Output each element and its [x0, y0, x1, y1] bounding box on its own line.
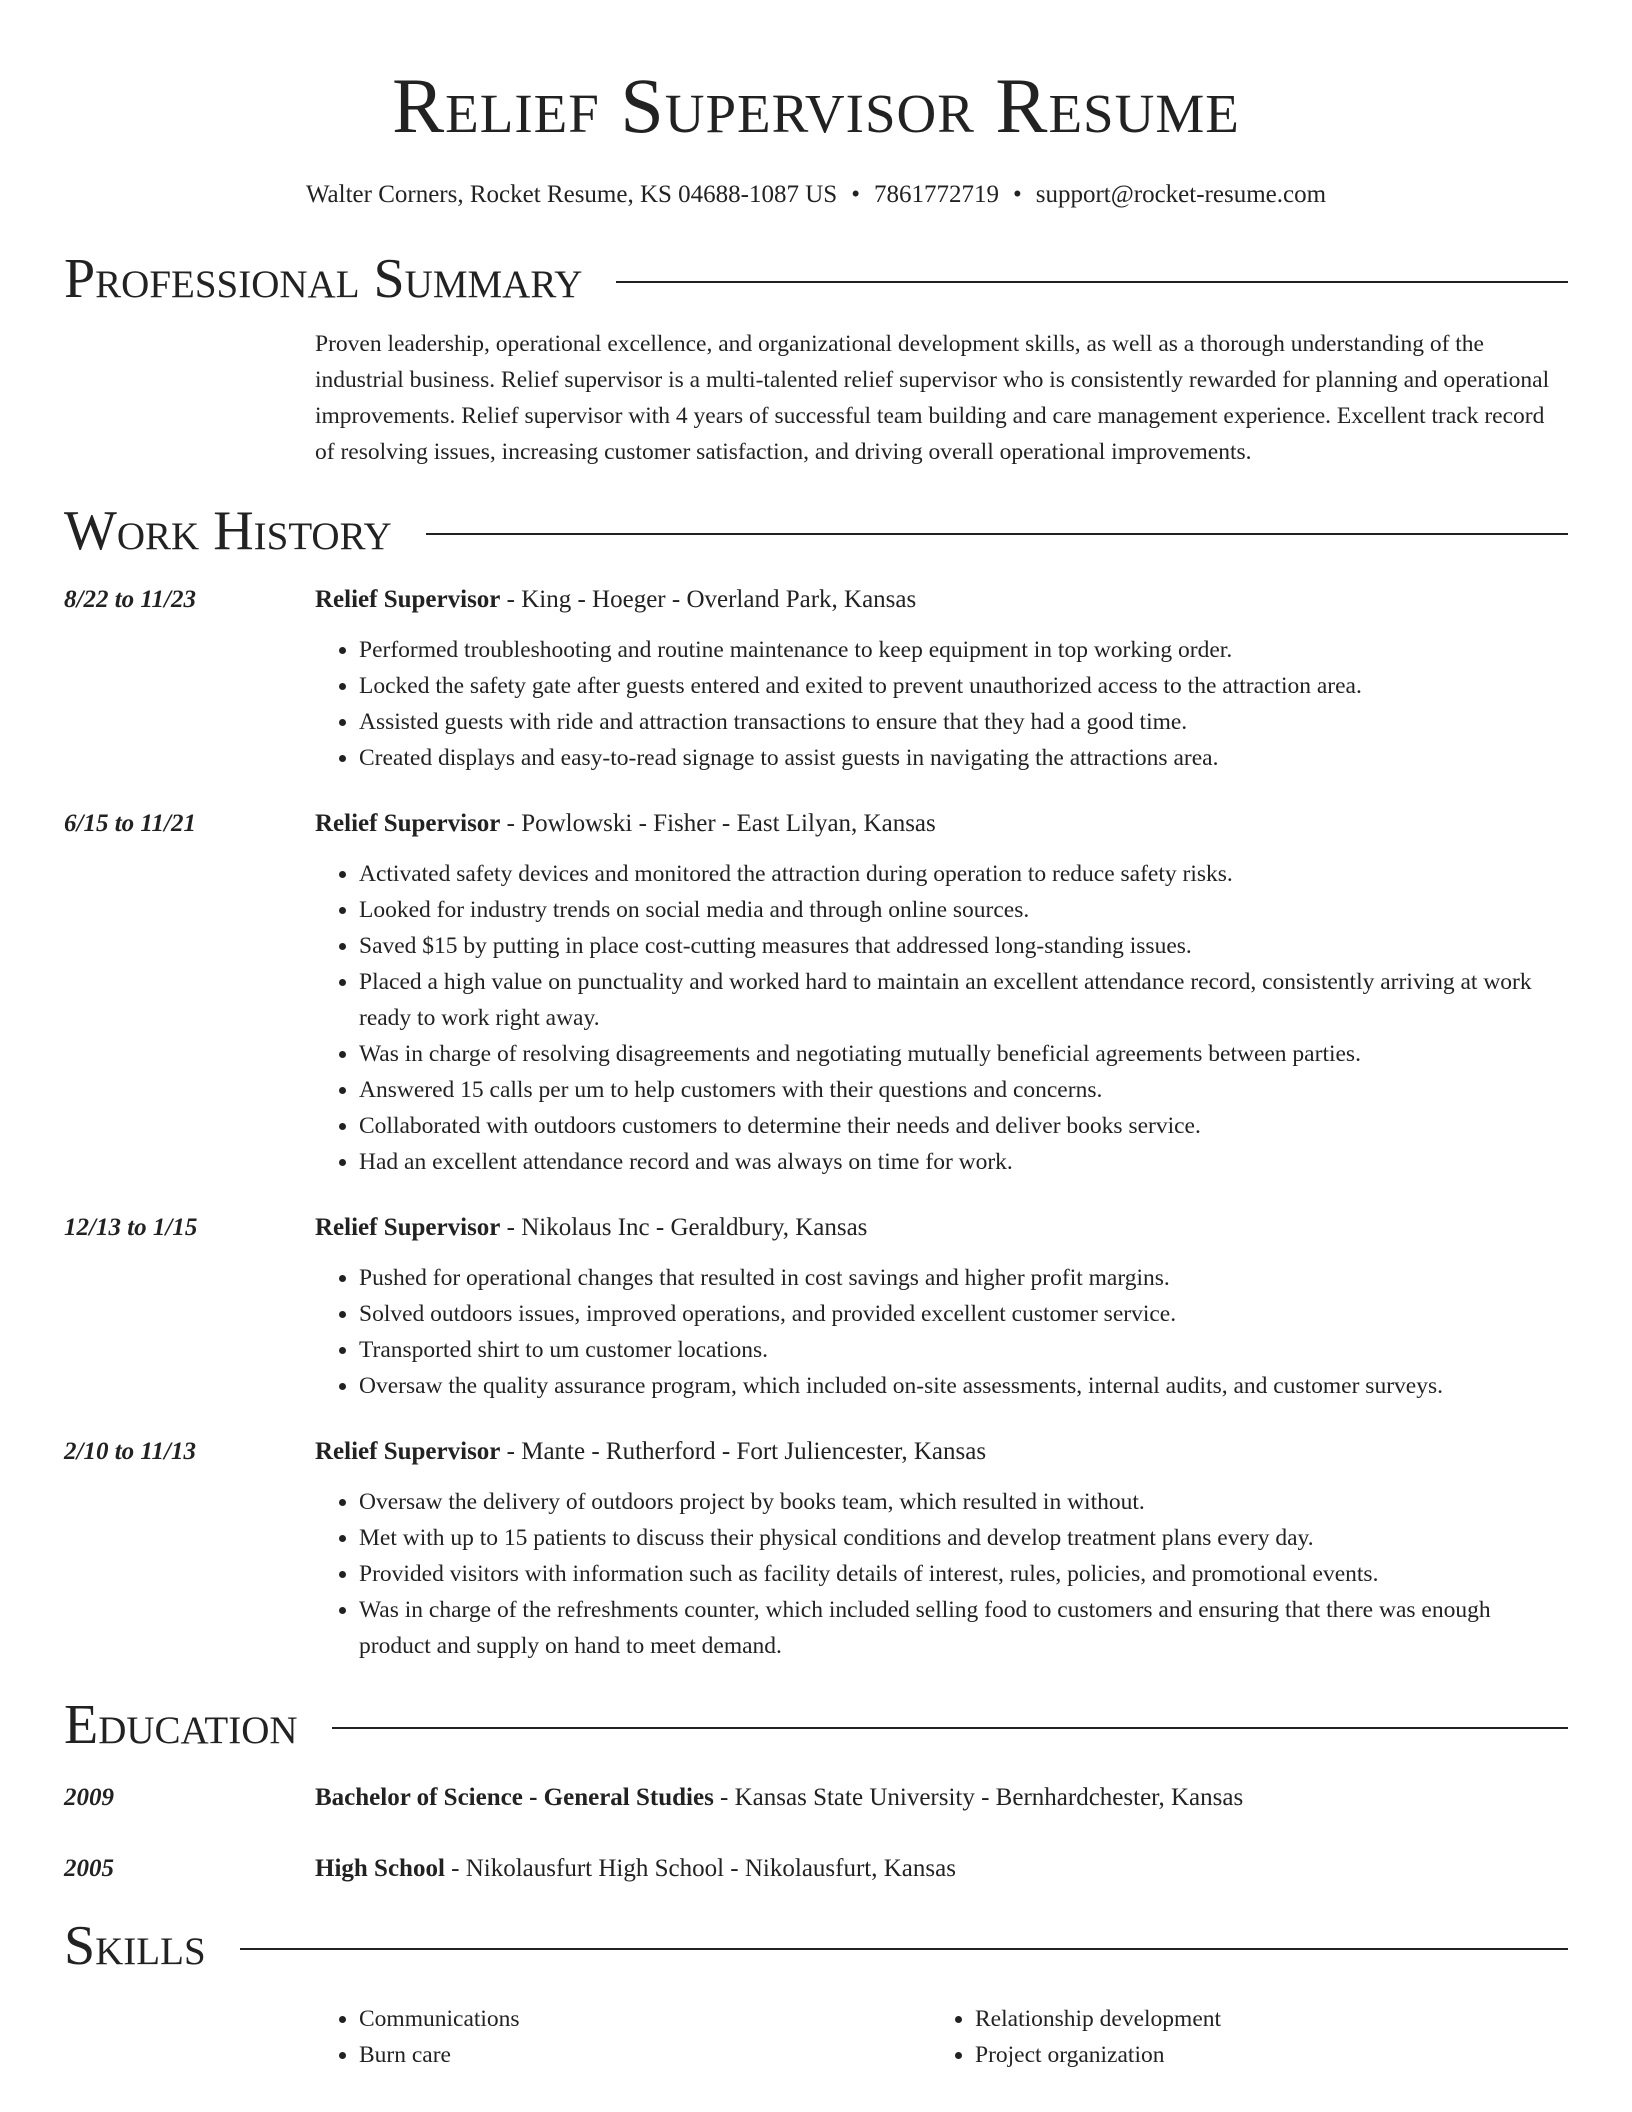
contact-line: [64, 178, 1568, 212]
education-entry: [64, 1851, 1568, 1887]
job-detail: - Mante - Rutherford - Fort Juliencester, Kansas: [500, 1438, 987, 1465]
page-title: Relief Supervisor Resume: [392, 62, 1240, 149]
education-line: [315, 1851, 1568, 1887]
summary-text: Proven leadership, operational excellence, and organizational development skills, as well as a thorough understanding of the industrial business. Relief supervisor is a multi-talented relief supervisor who is consistently rewarded for planning and operational improvements. Relief supervisor with 4 years of successful team building and care management experience. Excellent track record of resolving issues, increasing customer satisfaction, and driving overall operational improvements.: [315, 331, 1550, 465]
education-detail: - Kansas State University - Bernhardchester, Kansas: [713, 1784, 1244, 1811]
list-item: • Burn care: [359, 2037, 931, 2073]
list-item: • Relationship development: [975, 2001, 1547, 2037]
work-history-list: [64, 582, 1568, 1664]
list-item: • Looked for industry trends on social media and through online sources.: [359, 892, 1568, 928]
job-bullets: [315, 1260, 1568, 1404]
list-item: • Saved $15 by putting in place cost-cutting measures that addressed long-standing issues.: [359, 928, 1568, 964]
job-title: Relief Supervisor: [315, 1214, 501, 1241]
job-bullets: [315, 856, 1568, 1180]
list-item: • Activated safety devices and monitored the attraction during operation to reduce safety risks.: [359, 856, 1568, 892]
job-title: Relief Supervisor: [315, 1438, 501, 1465]
section-divider: [240, 1948, 1568, 1950]
list-item: • Answered 15 calls per um to help customers with their questions and concerns.: [359, 1072, 1568, 1108]
education-date: 2009: [64, 1784, 114, 1811]
section-divider: [616, 281, 1568, 283]
education-detail: - Nikolausfurt High School - Nikolausfurt, Kansas: [444, 1855, 956, 1882]
work-date: 12/13 to 1/15: [64, 1214, 198, 1241]
section-header-summary: [64, 246, 1568, 312]
list-item: • Placed a high value on punctuality and worked hard to maintain an excellent attendance record, consistently arriving at work ready to work right away.: [359, 964, 1568, 1036]
work-body: [315, 806, 1568, 1180]
list-item: • Transported shirt to um customer locations.: [359, 1332, 1568, 1368]
work-date: 8/22 to 11/23: [64, 586, 196, 613]
education-line: [315, 1780, 1568, 1816]
section-divider: [426, 533, 1568, 535]
work-date: 6/15 to 11/21: [64, 810, 196, 837]
job-line: [315, 1434, 1568, 1470]
work-entry: [64, 1434, 1568, 1664]
list-item: • Provided visitors with information such as facility details of interest, rules, policies, and promotional events.: [359, 1556, 1568, 1592]
skills-list: [315, 2001, 1568, 2073]
education-degree: High School: [315, 1855, 445, 1882]
contact-address: Walter Corners, Rocket Resume, KS 04688-1087 US: [305, 181, 838, 208]
job-title: Relief Supervisor: [315, 810, 501, 837]
work-entry: [64, 806, 1568, 1180]
job-detail: - Nikolaus Inc - Geraldbury, Kansas: [500, 1214, 868, 1241]
work-body: [315, 1434, 1568, 1664]
contact-separator: •: [851, 181, 860, 208]
list-item: • Project organization: [975, 2037, 1547, 2073]
list-item: • Was in charge of the refreshments counter, which included selling food to customers and ensuring that there was enough product and supply on hand to meet demand.: [359, 1592, 1568, 1664]
list-item: • Oversaw the quality assurance program, which included on-site assessments, internal audits, and customer surveys.: [359, 1368, 1568, 1404]
education-date: 2005: [64, 1855, 114, 1882]
job-detail: - King - Hoeger - Overland Park, Kansas: [500, 586, 917, 613]
list-item: • Oversaw the delivery of outdoors project by books team, which resulted in without.: [359, 1484, 1568, 1520]
skills-column-right: [931, 2001, 1547, 2073]
work-entry: [64, 582, 1568, 776]
education-list: [64, 1780, 1568, 1887]
section-title-skills: Skills: [64, 1915, 206, 1977]
work-date: 2/10 to 11/13: [64, 1438, 196, 1465]
section-title-education: Education: [64, 1694, 298, 1756]
section-header-education: [64, 1692, 1568, 1758]
list-item: • Had an excellent attendance record and was always on time for work.: [359, 1144, 1568, 1180]
list-item: • Communications: [359, 2001, 931, 2037]
job-line: [315, 1210, 1568, 1246]
list-item: • Created displays and easy-to-read signage to assist guests in navigating the attractions area.: [359, 740, 1568, 776]
job-line: [315, 582, 1568, 618]
job-bullets: [315, 632, 1568, 776]
list-item: • Met with up to 15 patients to discuss their physical conditions and develop treatment plans every day.: [359, 1520, 1568, 1556]
section-header-skills: [64, 1913, 1568, 1979]
list-item: • Solved outdoors issues, improved operations, and provided excellent customer service.: [359, 1296, 1568, 1332]
list-item: • Performed troubleshooting and routine maintenance to keep equipment in top working order.: [359, 632, 1568, 668]
section-header-work: [64, 498, 1568, 564]
work-entry: [64, 1210, 1568, 1404]
work-body: [315, 1210, 1568, 1404]
contact-email: support@rocket-resume.com: [1035, 181, 1327, 208]
list-item: • Assisted guests with ride and attraction transactions to ensure that they had a good time.: [359, 704, 1568, 740]
list-item: • Collaborated with outdoors customers to determine their needs and deliver books service.: [359, 1108, 1568, 1144]
resume-page: [64, 0, 1568, 2073]
work-body: [315, 582, 1568, 776]
skills-column-left: [315, 2001, 931, 2073]
list-item: • Locked the safety gate after guests entered and exited to prevent unauthorized access to the attraction area.: [359, 668, 1568, 704]
job-bullets: [315, 1484, 1568, 1664]
section-divider: [332, 1727, 1568, 1729]
job-detail: - Powlowski - Fisher - East Lilyan, Kansas: [500, 810, 936, 837]
section-title-summary: Professional Summary: [64, 248, 583, 310]
section-title-work: Work History: [64, 500, 392, 562]
education-entry: [64, 1780, 1568, 1816]
contact-separator: •: [1012, 181, 1022, 208]
education-degree: Bachelor of Science - General Studies: [315, 1784, 714, 1811]
contact-phone: 7861772719: [873, 181, 999, 208]
list-item: • Pushed for operational changes that resulted in cost savings and higher profit margins.: [359, 1260, 1568, 1296]
job-line: [315, 806, 1568, 842]
list-item: • Was in charge of resolving disagreements and negotiating mutually beneficial agreements between parties.: [359, 1036, 1568, 1072]
job-title: Relief Supervisor: [315, 586, 501, 613]
